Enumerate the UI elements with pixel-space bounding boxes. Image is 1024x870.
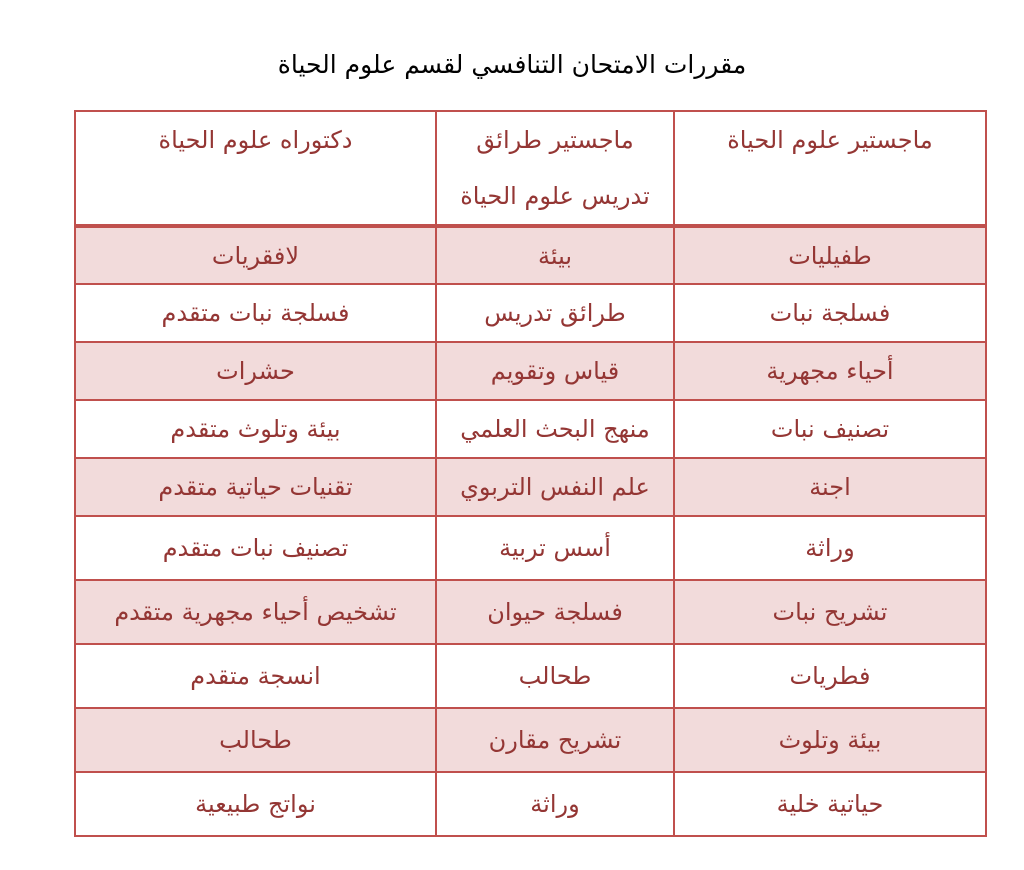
table-row — [75, 284, 986, 342]
table-cell: قياس وتقويم — [436, 342, 674, 400]
table-cell: وراثة — [674, 516, 986, 580]
table-row — [75, 708, 986, 772]
table-cell: علم النفس التربوي — [436, 458, 674, 516]
table-row — [75, 226, 986, 284]
page-title: مقررات الامتحان التنافسي لقسم علوم الحياة — [277, 50, 747, 79]
table-cell: نواتج طبيعية — [75, 772, 436, 836]
table-cell: انسجة متقدم — [75, 644, 436, 708]
table-cell: اجنة — [674, 458, 986, 516]
column-header-masters: ماجستير علوم الحياة — [674, 111, 986, 226]
table-cell: حشرات — [75, 342, 436, 400]
table-cell: تقنيات حياتية متقدم — [75, 458, 436, 516]
table-cell: تصنيف نبات متقدم — [75, 516, 436, 580]
table-cell: طحالب — [75, 708, 436, 772]
table-cell: وراثة — [436, 772, 674, 836]
table-cell: فسلجة نبات متقدم — [75, 284, 436, 342]
column-header-doctorate: دكتوراه علوم الحياة — [75, 111, 436, 226]
table-cell: تشخيص أحياء مجهرية متقدم — [75, 580, 436, 644]
table-cell: لافقريات — [75, 226, 436, 284]
table-cell: طحالب — [436, 644, 674, 708]
table-cell: منهج البحث العلمي — [436, 400, 674, 458]
table-row — [75, 516, 986, 580]
courses-table — [74, 110, 987, 837]
table-row — [75, 458, 986, 516]
table-cell: فسلجة حيوان — [436, 580, 674, 644]
table-cell: تشريح مقارن — [436, 708, 674, 772]
table-cell: فطريات — [674, 644, 986, 708]
column-header-masters-teaching: ماجستير طرائق تدريس علوم الحياة — [436, 111, 674, 226]
table-row — [75, 342, 986, 400]
table-row — [75, 400, 986, 458]
table-header-row — [75, 111, 986, 226]
table-cell: بيئة — [436, 226, 674, 284]
table-row — [75, 644, 986, 708]
table-cell: تصنيف نبات — [674, 400, 986, 458]
table-cell: تشريح نبات — [674, 580, 986, 644]
table-cell: بيئة وتلوث — [674, 708, 986, 772]
table-cell: فسلجة نبات — [674, 284, 986, 342]
table-cell: بيئة وتلوث متقدم — [75, 400, 436, 458]
table-row — [75, 772, 986, 836]
table-row — [75, 580, 986, 644]
table-cell: طفيليات — [674, 226, 986, 284]
table-cell: حياتية خلية — [674, 772, 986, 836]
table-cell: أسس تربية — [436, 516, 674, 580]
table-cell: طرائق تدريس — [436, 284, 674, 342]
table-cell: أحياء مجهرية — [674, 342, 986, 400]
